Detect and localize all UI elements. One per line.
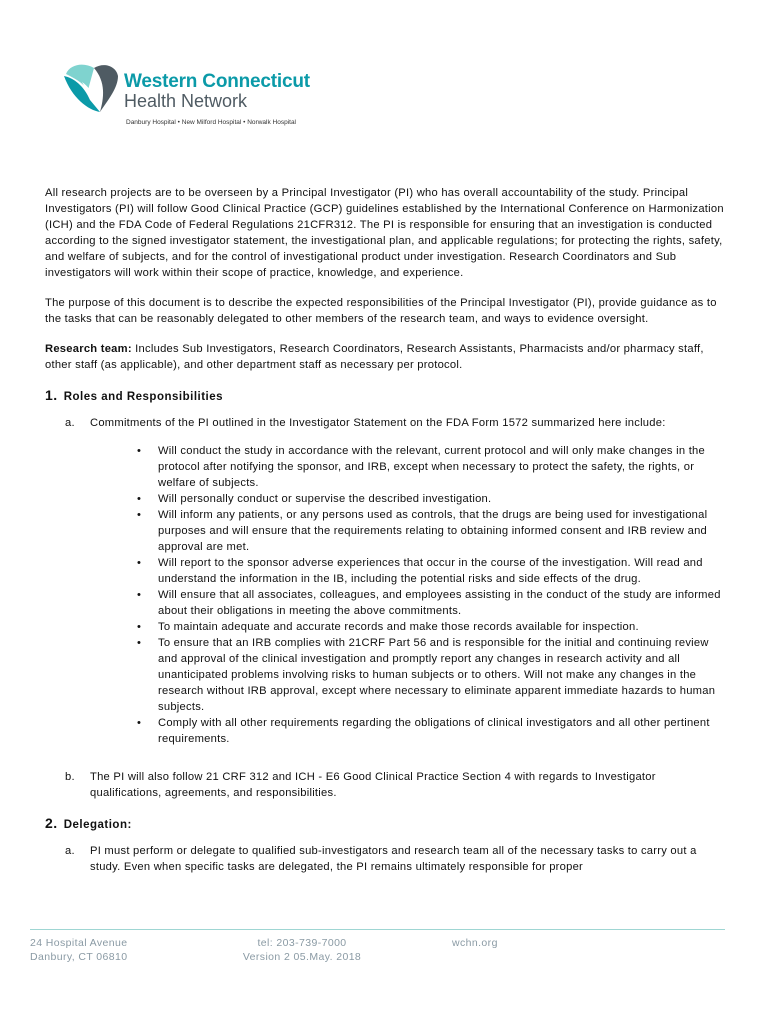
website-link[interactable]: wchn.org bbox=[452, 937, 498, 949]
subsection-letter: a. bbox=[65, 845, 75, 857]
subsection-text bbox=[90, 415, 725, 759]
subsection-1b-text: The PI will also follow 21 CRF 312 and ICH - E6 Good Clinical Practice Section 4 with regards to Investigator qualifications, agreements, and responsibilities. bbox=[90, 771, 656, 799]
purpose-paragraph: The purpose of this document is to describe the expected responsibilities of the Principal Investigator (PI), provide guidance as to the tasks that can be reasonably delegated to other members of the research team, and ways to evidence oversight. bbox=[45, 297, 717, 325]
subsection-1a bbox=[45, 415, 725, 759]
list-item-text: Will report to the sponsor adverse experiences that occur in the course of the investigation. Will read and understand the information in the IB, including the potential risks and side effects of the drug. bbox=[158, 557, 703, 585]
list-item-text: Will personally conduct or supervise the described investigation. bbox=[158, 493, 492, 505]
list-item-text: Will conduct the study in accordance with the relevant, current protocol and will only make changes in the protocol after notifying the sponsor, and IRB, except when necessary to protect the safety, the rights, or welfare of subjects. bbox=[158, 445, 705, 489]
section-title: Delegation: bbox=[63, 819, 132, 831]
bullet-icon: • bbox=[137, 621, 142, 633]
subsection-2a-text: PI must perform or delegate to qualified sub-investigators and research team all of the necessary tasks to carry out a study. Even when specific tasks are delegated, the PI remains ultimately responsible for proper bbox=[90, 845, 697, 873]
subsection-letter: a. bbox=[65, 417, 75, 429]
footer-website[interactable] bbox=[452, 936, 498, 950]
list-item bbox=[135, 635, 725, 715]
address-line-1: 24 Hospital Avenue bbox=[30, 937, 128, 949]
research-team-paragraph bbox=[45, 341, 725, 373]
heart-logo-icon bbox=[60, 60, 122, 120]
subsection-2a bbox=[45, 843, 725, 875]
bullet-icon: • bbox=[137, 509, 142, 521]
section-title: Roles and Responsibilities bbox=[63, 391, 224, 403]
document-body bbox=[45, 185, 725, 885]
footer-address bbox=[30, 936, 128, 964]
list-item-text: Will inform any patients, or any persons used as controls, that the drugs are being used for investigational purposes and will ensure that the requirements relating to obtaining informed consent and IRB review and approval are met. bbox=[158, 509, 708, 553]
bullet-icon: • bbox=[137, 557, 142, 569]
list-item bbox=[135, 507, 725, 555]
subsection-1a-text: Commitments of the PI outlined in the Investigator Statement on the FDA Form 1572 summarized here include: bbox=[90, 417, 666, 429]
section-number: 1. bbox=[45, 387, 58, 403]
version: Version 2 05.May. 2018 bbox=[242, 951, 362, 963]
logo-hospitals: Danbury Hospital • New Milford Hospital • Norwalk Hospital bbox=[126, 119, 296, 126]
logo bbox=[60, 60, 330, 130]
logo-name: Western Connecticut bbox=[124, 71, 310, 92]
bullet-icon: • bbox=[137, 493, 142, 505]
commitments-list bbox=[90, 443, 725, 747]
section-heading-roles bbox=[45, 387, 725, 405]
telephone: tel: 203-739-7000 bbox=[257, 937, 347, 949]
footer-divider bbox=[30, 929, 725, 930]
section-heading-delegation bbox=[45, 815, 725, 833]
intro-paragraph: All research projects are to be overseen by a Principal Investigator (PI) who has overall accountability of the study. Principal Investigators (PI) will follow Good Clinical Practice (GCP) guidelines established by the International Conference on Harmonization (ICH) and the FDA Code of Federal Regulations 21CFR312. The PI is responsible for ensuring that an investigation is conducted according to the signed investigator statement, the investigational plan, and applicable regulations; for protecting the rights, safety, and welfare of subjects, and for the control of investigational product under investigation. Research Coordinators and Sub investigators will work within their scope of practice, knowledge, and experience. bbox=[45, 187, 724, 279]
list-item bbox=[135, 619, 725, 635]
list-item bbox=[135, 715, 725, 747]
subsection-letter: b. bbox=[65, 771, 75, 783]
logo-subtitle: Health Network bbox=[124, 91, 248, 111]
list-item bbox=[135, 587, 725, 619]
list-item bbox=[135, 443, 725, 491]
bullet-icon: • bbox=[137, 637, 142, 649]
bullet-icon: • bbox=[137, 717, 142, 729]
research-team-text: Includes Sub Investigators, Research Coordinators, Research Assistants, Pharmacists and/or pharmacy staff, other staff (as applicable), and other department staff as necessary per protocol. bbox=[45, 343, 704, 371]
bullet-icon: • bbox=[137, 589, 142, 601]
list-item-text: To ensure that an IRB complies with 21CRF Part 56 and is responsible for the initial and continuing review and approval of the clinical investigation and promptly report any changes in research activity and all unanticipated problems involving risks to human subjects or to others. Will not make any changes in the research without IRB approval, except where necessary to eliminate apparent immediate hazards to human subjects. bbox=[158, 637, 716, 713]
bullet-icon: • bbox=[137, 445, 142, 457]
list-item-text: Comply with all other requirements regarding the obligations of clinical investigators and all other pertinent requirements. bbox=[158, 717, 710, 745]
section-number: 2. bbox=[45, 815, 58, 831]
list-item-text: Will ensure that all associates, colleagues, and employees assisting in the conduct of the study are informed about their obligations in meeting the above commitments. bbox=[158, 589, 721, 617]
list-item bbox=[135, 491, 725, 507]
list-item-text: To maintain adequate and accurate records and make those records available for inspection. bbox=[158, 621, 639, 633]
address-line-2: Danbury, CT 06810 bbox=[30, 951, 128, 963]
research-team-label: Research team: bbox=[45, 343, 132, 355]
list-item bbox=[135, 555, 725, 587]
footer-contact bbox=[237, 936, 367, 964]
subsection-1b bbox=[45, 769, 725, 801]
